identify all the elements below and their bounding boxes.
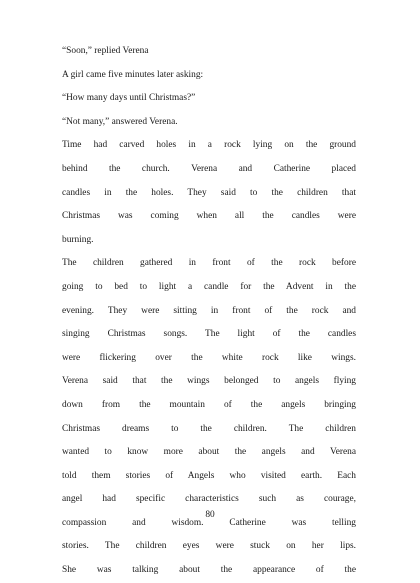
text-line: told them stories of Angels who visited earth. Each (62, 470, 356, 481)
text-line: singing Christmas songs. The light of the candles (62, 329, 356, 340)
text-line: Christmas dreams to the children. The children (62, 423, 356, 434)
text-line: She was talking about the appearance of the (62, 565, 356, 576)
text-line: candles in the holes. They said to the children that (62, 187, 356, 198)
text-line: Time had carved holes in a rock lying on the ground (62, 140, 356, 151)
text-line: burning. (62, 234, 94, 245)
text-line: behind the church. Verena and Catherine placed (62, 163, 356, 174)
text-line: Verena said that the wings belonged to angels flying (62, 376, 356, 387)
text-line: wanted to know more about the angels and Verena (62, 447, 356, 458)
text-line: “Soon,” replied Verena (62, 46, 149, 56)
body-text (62, 40, 356, 583)
page-number: 80 (205, 510, 215, 520)
text-line: stories. The children eyes were stuck on her lips. (62, 541, 356, 552)
text-line: down from the mountain of the angels bringing (62, 399, 356, 410)
text-line: evening. They were sitting in front of the rock and (62, 305, 356, 316)
text-line: going to bed to light a candle for the Advent in the (62, 281, 356, 292)
text-line: compassion and wisdom. Catherine was telling (62, 517, 356, 528)
text-line: angel had specific characteristics such as courage, (62, 494, 356, 505)
text-line: The children gathered in front of the rock before (62, 258, 356, 269)
text-line: A girl came five minutes later asking: (62, 69, 204, 80)
text-line: “How many days until Christmas?” (62, 93, 196, 104)
text-line: Christmas was coming when all the candles were (62, 211, 356, 222)
text-line: were flickering over the white rock like wings. (62, 352, 356, 363)
text-line: “Not many,” answered Verena. (62, 116, 178, 127)
